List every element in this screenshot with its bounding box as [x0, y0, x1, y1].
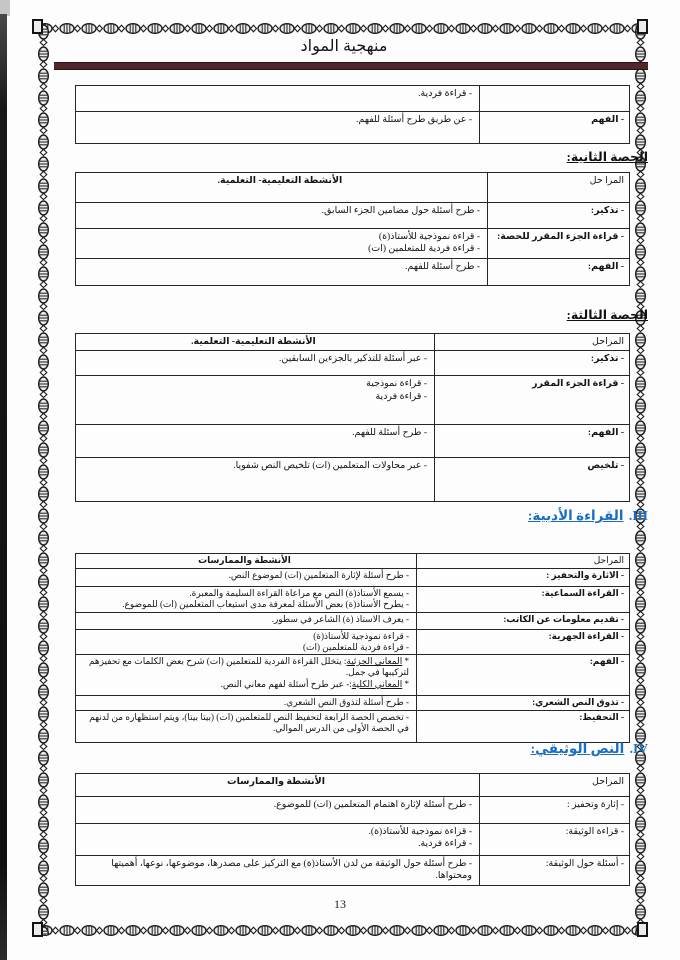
table-row [76, 655, 629, 696]
activity-cell: - طرح أسئلة للفهم. [405, 261, 480, 272]
activity-cell: - طرح أسئلة حول الوثيقة من لدن الأستاذ(ة) مع التركيز على مصدرها، موضوعها، نوعها، أهميتها ومحتواها. [111, 859, 472, 882]
activity-cell: - عن طريق طرح أسئلة للفهم. [356, 115, 472, 125]
table-row [76, 613, 629, 630]
page-number: 13 [334, 897, 346, 911]
roman-numeral: III. [628, 508, 648, 523]
ornamental-border-top [37, 22, 647, 35]
activity-cell: - طرح أسئلة لإثارة المتعلمين (ات) لموضوع النص. [228, 570, 409, 580]
table-row [76, 797, 629, 824]
table-row [76, 711, 629, 742]
table-literary-reading [75, 553, 630, 743]
activity-cell: - يعرف الاستاذ (ة) الشاعر في سطور. [271, 613, 409, 624]
table-row [76, 259, 629, 285]
stages-header-cell: المراحل [434, 334, 629, 350]
activity-cell: - قراءة نموذجية للأستاذ(ة). - قراءة فردية. [368, 827, 472, 850]
stage-cell: - قراءة الجزء المقرر [434, 376, 629, 424]
table-row [76, 696, 629, 711]
stage-cell: - تذكير: [487, 203, 629, 228]
table-row [76, 351, 629, 376]
activity-cell: - قراءة فردية. [418, 89, 472, 99]
section-heading-documentary-text: IV. النص الوثيقي: [530, 741, 648, 756]
stage-cell: - الفهم: [434, 425, 629, 457]
stage-cell: - إثارة وتحفيز : [479, 797, 629, 823]
stage-cell: - الاثارة والتحفيز : [416, 569, 629, 586]
table-session1-continuation [75, 85, 630, 144]
activities-header-cell: الأنشطة والممارسات [227, 777, 325, 787]
meaning-partial-line: * المعاني الجزئية: يتخلل القراءة الفردية للمتعلمين (ات) شرح بعض الكلمات مع تحفيزهم لتركيبها في جمل. [88, 656, 409, 678]
roman-numeral: IV. [629, 741, 648, 756]
stage-cell: - تلخيص [434, 458, 629, 501]
stage-cell: - تذكير: [434, 351, 629, 375]
stage-cell [479, 86, 629, 111]
stage-cell: - قراءة الجزء المقرر للحصة: [487, 229, 629, 258]
stage-cell: - أسئلة حول الوثيقة: [479, 856, 629, 885]
border-corner-icon [32, 922, 43, 937]
activity-cell: - طرح أسئلة لتذوق النص الشعري. [283, 697, 409, 707]
table-header-row [76, 173, 629, 203]
page-title: منهجية المواد [300, 38, 388, 55]
activity-cell: - عبر محاولات المتعلمين (ات) تلخيص النص شفويا. [233, 461, 427, 472]
activity-cell: - يسمع الأستاذ(ة) النص مع مراعاة القراءة السليمة والمعبرة. - يطرح الأستاذ(ة) بعض الأسئلة لمعرفة مدى استيعاب المتعلمين (ات) للموضوع. [122, 588, 409, 610]
table-row [76, 376, 629, 425]
activity-cell: - طرح أسئلة لإثارة اهتمام المتعلمين (ات) للموضوع. [273, 800, 472, 810]
stages-header-cell: المراحل [416, 554, 629, 568]
activity-cell: - تخصص الحصة الرابعة لتحفيظ النص للمتعلمين (ات) (بيتا بيتا)، ويتم استظهاره من لدنهم في الحصة الأولى من الدرس الموالي. [89, 712, 409, 734]
table-row [76, 112, 629, 143]
table-row [76, 425, 629, 458]
activity-cell: - قراءة نموذجية للأستاذ(ة) - قراءة فردية للمتعلمين (ات) [368, 232, 480, 255]
stages-header-cell: المرا حل [487, 173, 629, 202]
activities-header-cell: الأنشطة والممارسات [198, 555, 291, 565]
activity-cell: - طرح أسئلة حول مضامين الجزء السابق. [321, 206, 480, 216]
stage-cell: - الفهم: [487, 259, 629, 285]
stage-cell: - القراءة الجهرية: [416, 630, 629, 655]
border-corner-icon [32, 19, 43, 34]
stage-cell: - تقديم معلومات عن الكاتب: [416, 613, 629, 629]
stages-header-cell: المراحل [479, 774, 629, 796]
table-row [76, 856, 629, 885]
border-corner-icon [637, 922, 648, 937]
scan-edge-shadow [0, 14, 7, 960]
table-row [76, 203, 629, 229]
table-header-row [76, 334, 629, 351]
stage-cell: - تذوق النص الشعري: [416, 696, 629, 710]
title-rule [54, 62, 648, 70]
table-row [76, 229, 629, 259]
section-heading-session2: الحصة الثانية: [566, 150, 648, 164]
stage-cell: - الفهم: [416, 655, 629, 695]
table-row [76, 824, 629, 856]
stage-cell: - التحفيظ: [416, 711, 629, 742]
stage-cell: - الفهم [479, 112, 629, 143]
activity-cell: - عبر أسئلة للتذكير بالجزءين السابقين. [278, 354, 427, 365]
table-row [76, 630, 629, 656]
activity-cell [76, 655, 416, 695]
section-heading-literary-reading: III. القراءة الأدبية: [527, 508, 648, 523]
border-corner-icon [637, 19, 648, 34]
section-heading-session3: الحصة الثالثة: [566, 308, 648, 322]
table-header-row [76, 774, 629, 797]
stage-cell: - قراءة الوثيقة: [479, 824, 629, 855]
ornamental-border-bottom [37, 924, 647, 937]
activities-header-cell: الأنشطة التعليمية- التعلمية. [191, 337, 316, 347]
table-session3 [75, 333, 630, 502]
table-row [76, 587, 629, 613]
activity-cell: - قراءة نموذجية - قراءة فردية [366, 379, 427, 402]
activity-cell: - طرح أسئلة للفهم. [352, 428, 427, 439]
table-row [76, 86, 629, 112]
table-row [76, 569, 629, 587]
table-session2 [75, 172, 630, 286]
table-documentary-text [75, 773, 630, 886]
stage-cell: - القراءة السماعية: [416, 587, 629, 612]
table-row [76, 458, 629, 501]
table-header-row [76, 554, 629, 569]
meaning-global-line: * المعاني الكلية:- عبر طرح أسئلة لفهم معاني النص. [220, 678, 409, 689]
ornamental-border-left [37, 24, 50, 934]
activities-header-cell: الأنشطة التعليمية- التعلمية. [217, 176, 343, 186]
activity-cell: - قراءة نموذجية للأستاذ(ة) - قراءة فردية للمتعلمين (ات) [302, 630, 409, 652]
